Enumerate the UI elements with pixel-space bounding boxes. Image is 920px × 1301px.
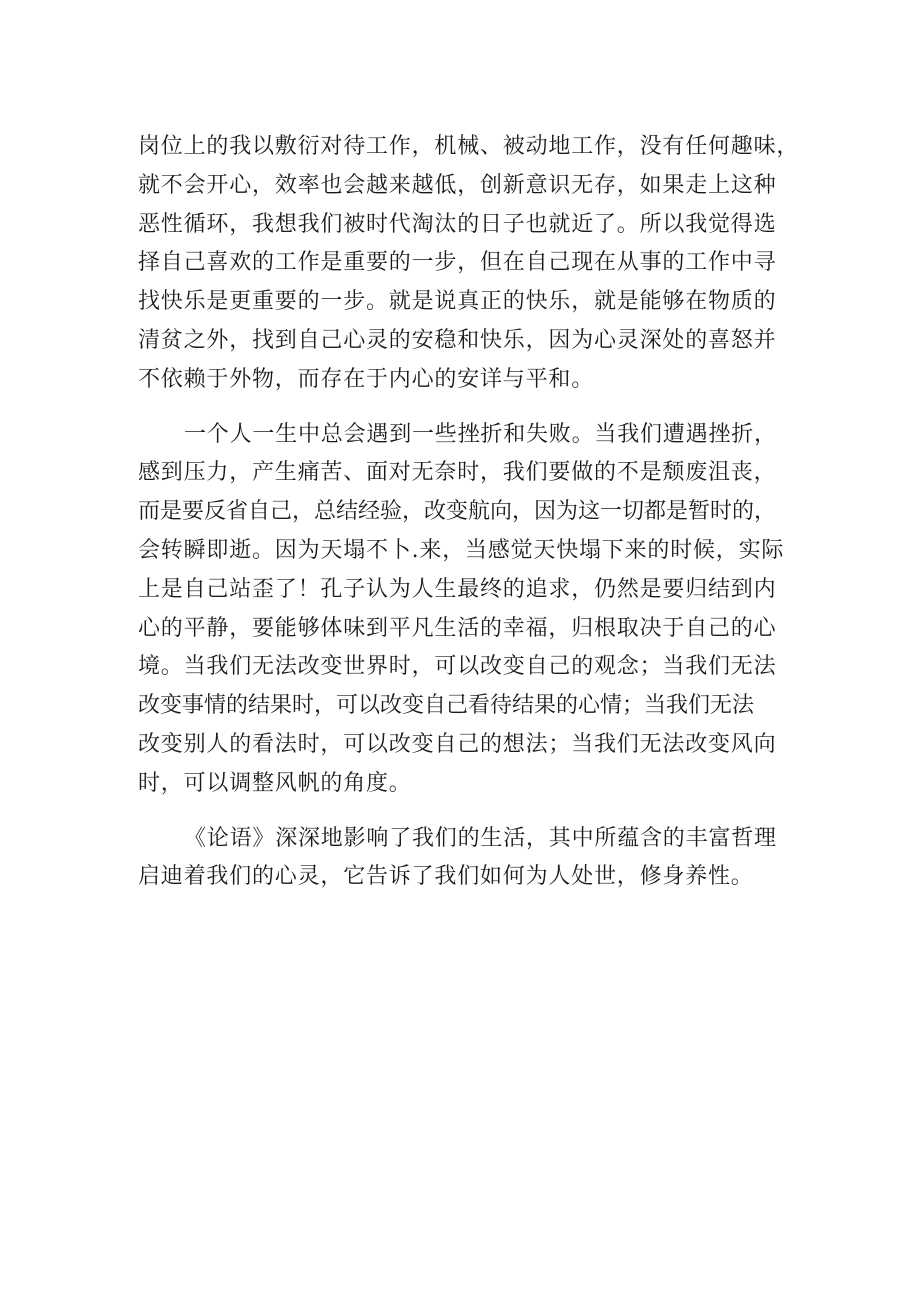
text-line: 一个人一生中总会遇到一些挫折和失败。当我们遭遇挫折， [184,421,777,447]
text-line: 时，可以调整风帆的角度。 [138,770,412,796]
paragraph-3 [138,820,798,898]
text-line: 《论语》深深地影响了我们的生活，其中所蕴含的丰富哲理 [184,825,777,851]
text-line: 感到压力，产生痛苦、面对无奈时，我们要做的不是颓废沮丧， [138,460,777,486]
text-line: 改变别人的看法时，可以改变自己的想法；当我们无法改变风向 [138,731,777,757]
text-line: 不依赖于外物，而存在于内心的安详与平和。 [138,366,595,392]
text-line: 改变事情的结果时，可以改变自己看待结果的心情；当我们无法 [138,693,755,719]
paragraph-1 [138,128,798,400]
text-line: 恶性循环，我想我们被时代淘汰的日子也就近了。所以我觉得选 [138,211,777,237]
text-line: 启迪着我们的心灵，它告诉了我们如何为人处世，修身养性。 [138,864,754,890]
text-line: 岗位上的我以敷衍对待工作，机械、被动地工作，没有任何趣味， [138,134,800,159]
text-line: 择自己喜欢的工作是重要的一步，但在自己现在从事的工作中寻 [138,250,777,276]
text-line: 就不会开心，效率也会越来越低，创新意识无存，如果走上这种 [138,172,777,198]
text-line: 清贫之外，找到自己心灵的安稳和快乐，因为心灵深处的喜怒并 [138,327,777,353]
text-line: 上是自己站歪了！孔子认为人生最终的追求，仍然是要归结到内 [138,576,777,602]
paragraph-2 [138,416,798,804]
document-body [138,128,798,897]
text-line: 会转瞬即逝。因为天塌不卜.来，当感觉天快塌下来的时候，实际 [138,537,785,563]
text-line: 境。当我们无法改变世界时，可以改变自己的观念；当我们无法 [138,654,777,680]
text-line: 而是要反省自己，总结经验，改变航向，因为这一切都是暂时的， [138,499,777,525]
text-line: 找快乐是更重要的一步。就是说真正的快乐，就是能够在物质的 [138,289,777,315]
text-line: 心的平静，要能够体味到平凡生活的幸福，归根取决于自己的心 [138,615,777,641]
